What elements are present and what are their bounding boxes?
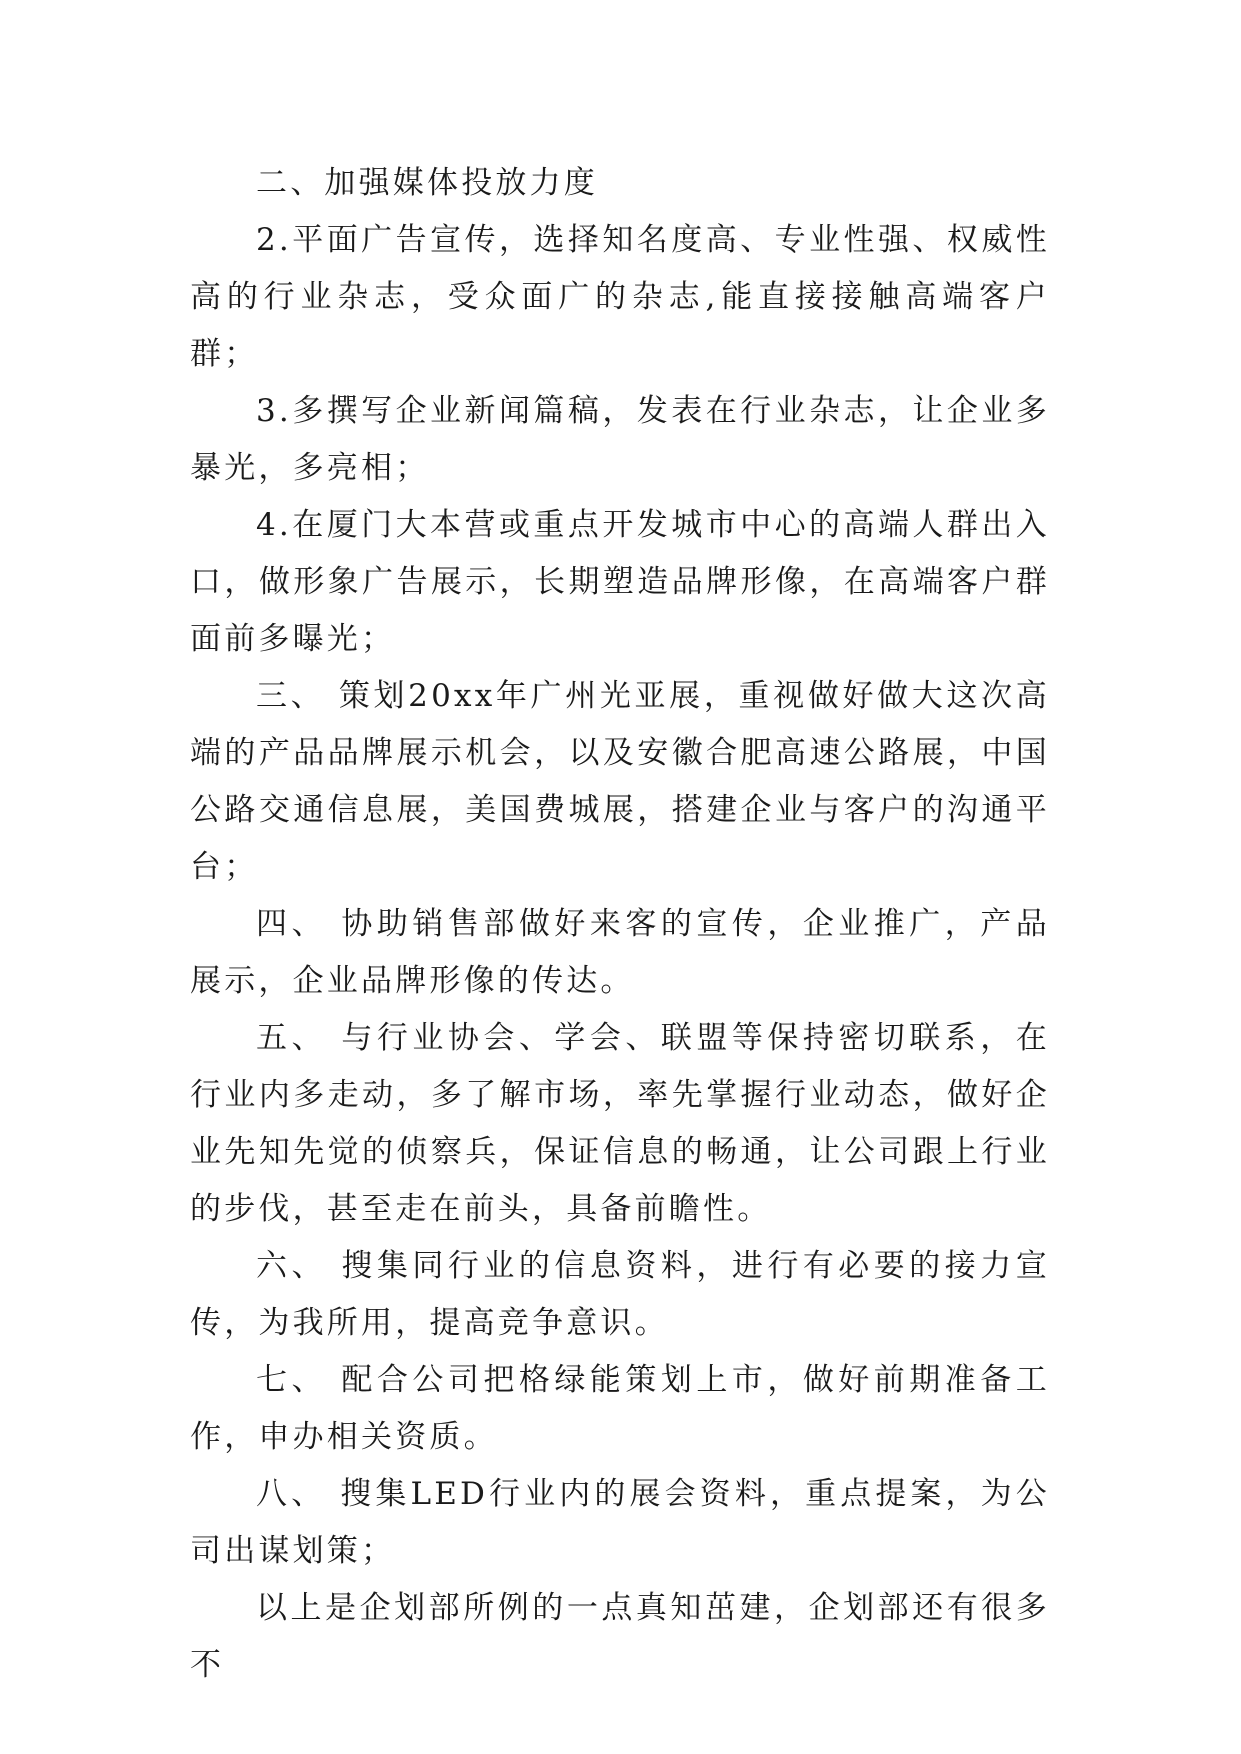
paragraph-item-3-news-articles: 3.多撰写企业新闻篇稿，发表在行业杂志，让企业多暴光，多亮相；: [190, 393, 1050, 486]
paragraph-section-eight: 八、 搜集LED行业内的展会资料，重点提案，为公司出谋划策；: [190, 1476, 1050, 1569]
paragraph-section-two-heading: 二、加强媒体投放力度: [256, 165, 598, 201]
document-body: [190, 155, 1050, 1694]
paragraph-item-4-image-ads: 4.在厦门大本营或重点开发城市中心的高端人群出入口，做形象广告展示，长期塑造品牌形像，在高端客户群面前多曝光；: [190, 507, 1050, 657]
paragraph-section-five: 五、 与行业协会、学会、联盟等保持密切联系，在行业内多走动，多了解市场，率先掌握行业动态，做好企业先知先觉的侦察兵，保证信息的畅通，让公司跟上行业的步伐，甚至走在前头，具备前瞻性。: [190, 1020, 1050, 1227]
paragraph-section-four: 四、 协助销售部做好来客的宣传，企业推广，产品展示，企业品牌形像的传达。: [190, 906, 1050, 999]
paragraph-section-seven: 七、 配合公司把格绿能策划上市，做好前期准备工作，申办相关资质。: [190, 1362, 1050, 1455]
paragraph-item-2-print-ads: 2.平面广告宣传，选择知名度高、专业性强、权威性高的行业杂志，受众面广的杂志,能直接接触高端客户群；: [190, 222, 1050, 372]
paragraph-section-six: 六、 搜集同行业的信息资料，进行有必要的接力宣传，为我所用，提高竞争意识。: [190, 1248, 1050, 1341]
paragraph-section-three: 三、 策划20xx年广州光亚展，重视做好做大这次高端的产品品牌展示机会，以及安徽合肥高速公路展，中国公路交通信息展，美国费城展，搭建企业与客户的沟通平台；: [190, 678, 1050, 885]
paragraph-closing: 以上是企划部所例的一点真知茁建，企划部还有很多不: [190, 1590, 1050, 1683]
